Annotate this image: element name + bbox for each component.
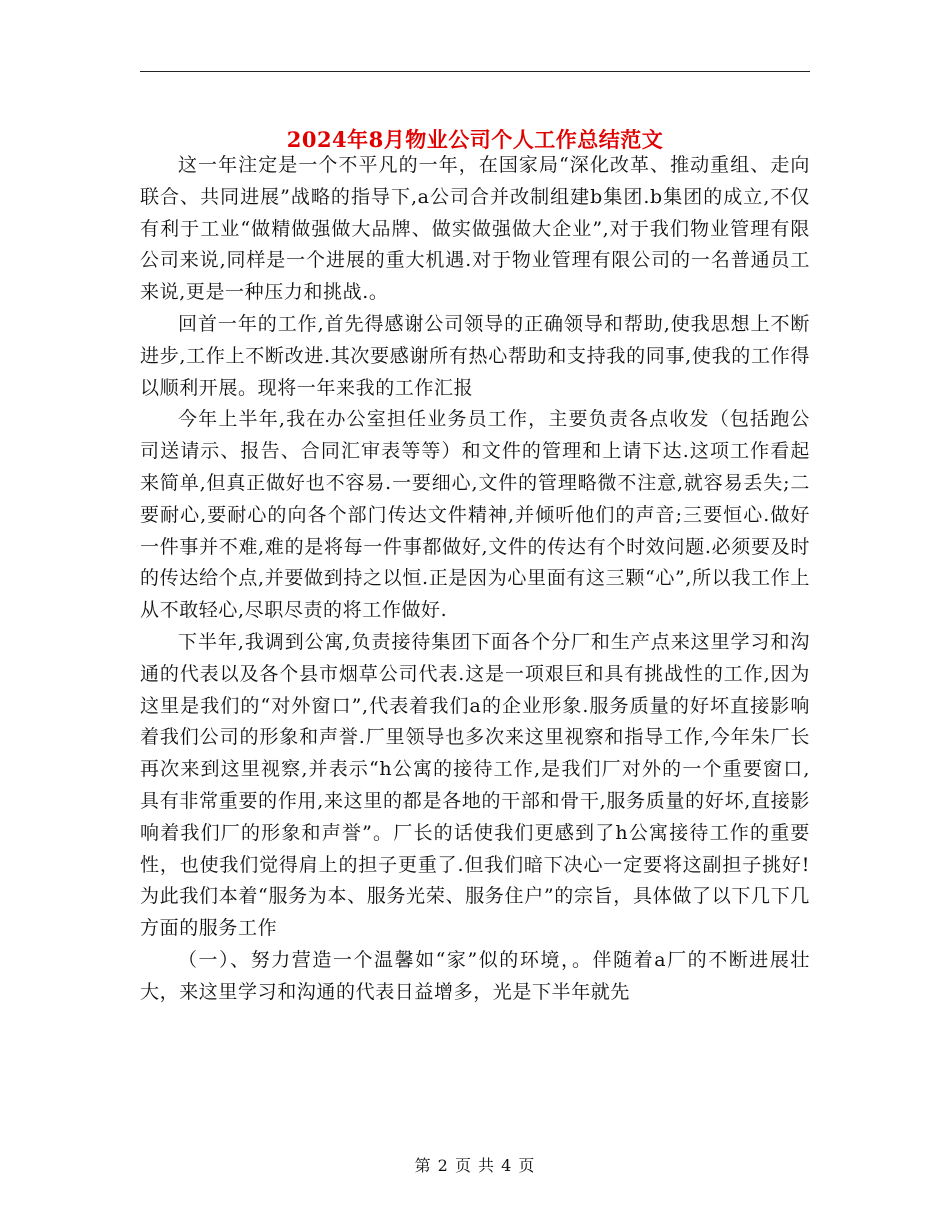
header-rule: [140, 71, 810, 72]
paragraph-3: 今年上半年,我在办公室担任业务员工作，主要负责各点收发（包括跑公司送请示、报告、合同汇审表等等）和文件的管理和上请下达.这项工作看起来简单,但真正做好也不容易.一要细心,文件的管理略微不注意,就容易丢失;二要耐心,要耐心的向各个部门传达文件精神,并倾听他们的声音;三要恒心.做好一件事并不难,难的是将每一件事都做好,文件的传达有个时效问题.必须要及时的传达给个点,并要做到持之以恒.正是因为心里面有这三颗“心”,所以我工作上从不敢轻心,尽职尽责的将工作做好.: [140, 408, 810, 622]
page-number: 第 2 页 共 4 页: [414, 1156, 536, 1175]
document-body: [140, 150, 810, 1009]
paragraph-5: （一）、努力营造一个温馨如“家”似的环境，。伴随着a厂的不断进展壮大，来这里学习和沟通的代表日益增多，光是下半年就先: [140, 948, 810, 1003]
paragraph-4: 下半年,我调到公寓,负责接待集团下面各个分厂和生产点来这里学习和沟通的代表以及各个县市烟草公司代表.这是一项艰巨和具有挑战性的工作,因为这里是我们的“对外窗口”,代表着我们a的企业形象.服务质量的好坏直接影响着我们公司的形象和声誉.厂里领导也多次来这里视察和指导工作,今年朱厂长再次来到这里视察,并表示“h公寓的接待工作,是我们厂对外的一个重要窗口,具有非常重要的作用,来这里的都是各地的干部和骨干,服务质量的好坏,直接影响着我们厂的形象和声誉”。厂长的话使我们更感到了h公寓接待工作的重要性，也使我们觉得肩上的担子更重了.但我们暗下决心一定要将这副担子挑好!为此我们本着“服务为本、服务光荣、服务住户”的宗旨，具体做了以下几下几方面的服务工作: [140, 630, 810, 940]
paragraph-1: 这一年注定是一个不平凡的一年，在国家局“深化改革、推动重组、走向联合、共同进展”战略的指导下,a公司合并改制组建b集团.b集团的成立,不仅有利于工业“做精做强做大品牌、做实做强做大企业”,对于我们物业管理有限公司来说,同样是一个进展的重大机遇.对于物业管理有限公司的一名普通员工来说,更是一种压力和挑战.。: [140, 154, 810, 304]
paragraph-2: 回首一年的工作,首先得感谢公司领导的正确领导和帮助,使我思想上不断进步,工作上不断改进.其次要感谢所有热心帮助和支持我的同事,使我的工作得以顺利开展。现将一年来我的工作汇报: [140, 312, 810, 399]
document-title: 2024年8月物业公司个人工作总结范文: [286, 127, 664, 153]
